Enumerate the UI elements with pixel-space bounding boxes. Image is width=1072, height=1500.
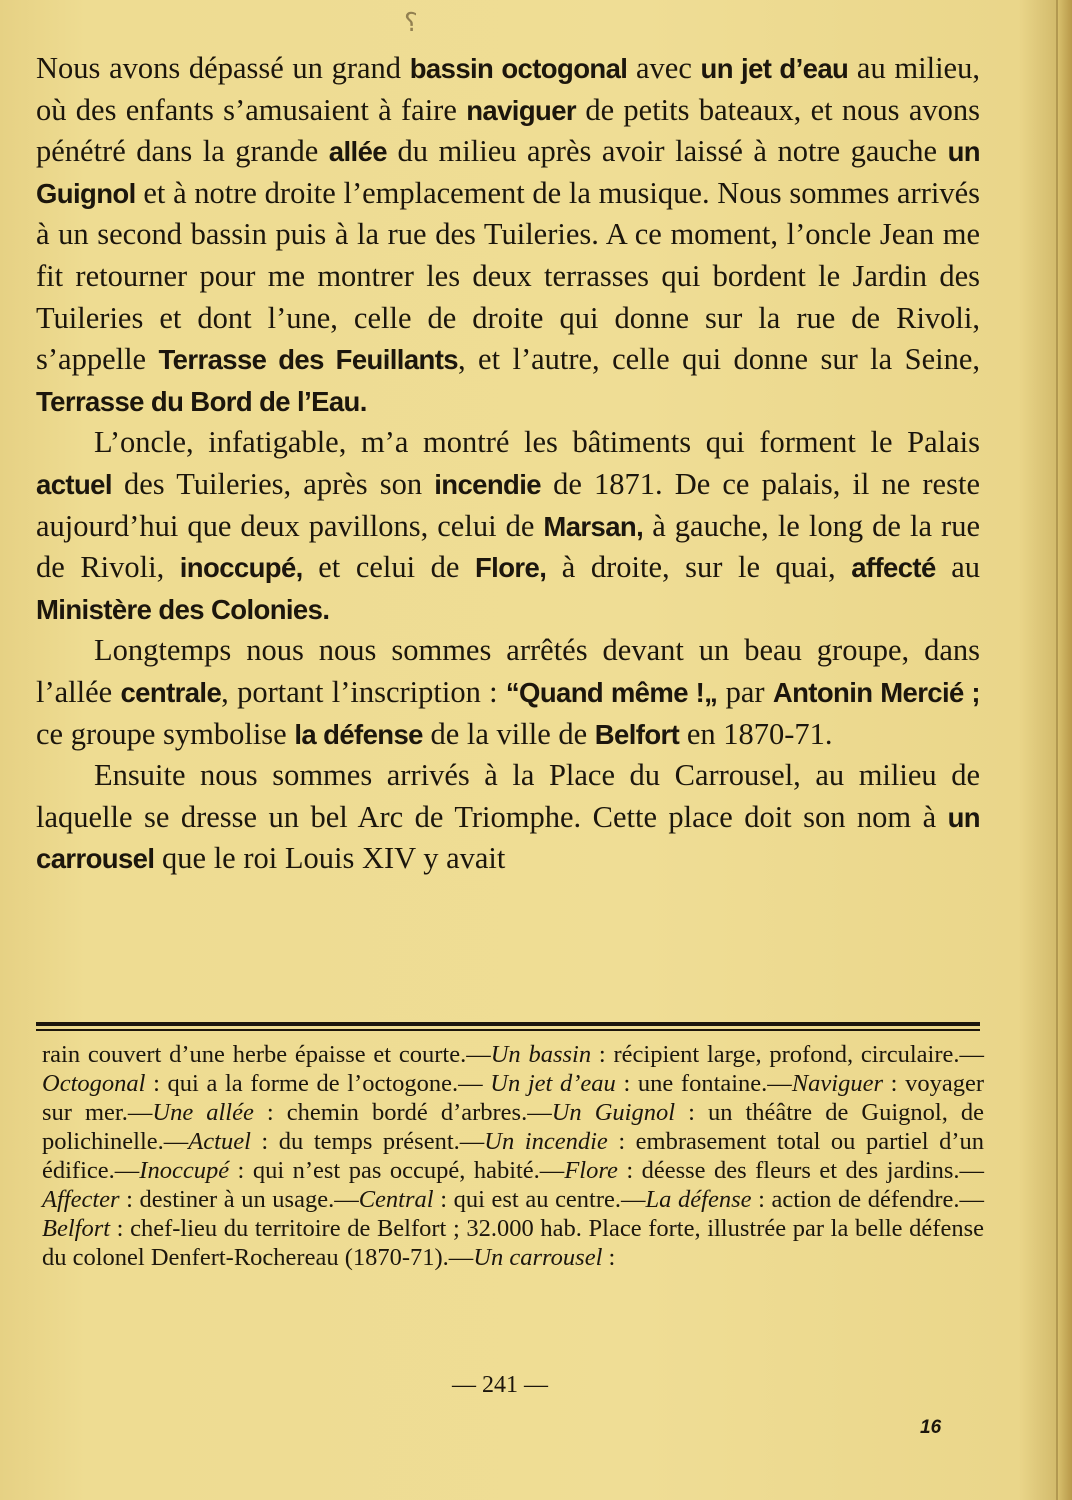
main-text bbox=[36, 48, 980, 880]
bold-term: Antonin Mercié ; bbox=[772, 676, 980, 708]
definition-text: rain couvert d’une herbe épaisse et courte.— bbox=[42, 1041, 491, 1068]
signature-number: 16 bbox=[920, 1417, 942, 1438]
glossary-term: Une allée bbox=[152, 1099, 254, 1126]
definition-text: : un théâtre de Guignol, de polichinelle.— bbox=[42, 1099, 985, 1155]
text-run: Nous avons dépassé un grand bbox=[36, 51, 410, 85]
bold-term: incendie bbox=[434, 468, 541, 500]
footnote-rule-thick bbox=[36, 1022, 980, 1026]
text-run: de la ville de bbox=[422, 716, 595, 751]
bold-term: Belfort bbox=[594, 718, 680, 750]
text-run: en 1870-71. bbox=[679, 716, 833, 751]
definition-text: : voyager sur mer.— bbox=[42, 1070, 985, 1126]
text-run: ce groupe symbolise bbox=[36, 716, 295, 751]
glossary-term: Flore bbox=[564, 1157, 618, 1184]
bold-term: allée bbox=[328, 136, 387, 168]
text-run: à gauche, le long de la rue de Rivoli, bbox=[36, 508, 980, 585]
bold-term: affecté bbox=[851, 552, 936, 584]
text-run: à droite, sur le quai, bbox=[546, 550, 852, 585]
text-run: de petits bateaux, et nous avons pénétré dans la grande bbox=[36, 92, 980, 169]
footnote-rule-thin bbox=[36, 1029, 980, 1031]
bold-term: un Guignol bbox=[36, 136, 980, 209]
paragraph bbox=[36, 755, 980, 880]
paragraph bbox=[36, 422, 980, 630]
bold-term: “Quand même !„ bbox=[505, 676, 718, 708]
glossary-term: Un Guignol bbox=[551, 1099, 676, 1126]
glossary-term: Inoccupé bbox=[139, 1157, 230, 1184]
definition-text: : chemin bordé d’arbres.— bbox=[253, 1099, 552, 1126]
glossary-term: Central bbox=[358, 1186, 434, 1213]
bold-term: Flore, bbox=[474, 552, 547, 584]
bold-term: un jet d’eau bbox=[700, 53, 849, 84]
text-run: et celui de bbox=[302, 550, 475, 585]
glossary-term: Belfort bbox=[42, 1215, 111, 1242]
glossary-term: Un incendie bbox=[484, 1128, 608, 1155]
bold-term: bassin octogonal bbox=[409, 53, 628, 84]
paragraph bbox=[36, 48, 980, 422]
definition-text: : chef-lieu du territoire de Belfort ; 32.000 hab. Place forte, illustrée par la belle défense du colonel Denfert-Rochereau (1870-71).— bbox=[42, 1215, 984, 1271]
text-run: Ensuite nous sommes arrivés à la Place du Carrousel, au milieu de laquelle se dresse un bel Arc de Triomphe. Cette place doit son nom à bbox=[36, 758, 980, 834]
glossary-term: Un bassin bbox=[490, 1041, 592, 1068]
footnotes bbox=[42, 1040, 984, 1272]
glossary-term: Affecter bbox=[42, 1186, 120, 1213]
definition-text: : destiner à un usage.— bbox=[119, 1186, 359, 1213]
bold-term: Terrasse des Feuillants bbox=[158, 344, 458, 376]
glossary-term: Actuel bbox=[188, 1128, 251, 1155]
definition-text: : une fontaine.— bbox=[615, 1070, 792, 1097]
glossary-term: Un carrousel bbox=[473, 1244, 603, 1271]
text-run: du milieu après avoir laissé à notre gauche bbox=[386, 134, 948, 169]
text-run: par bbox=[717, 674, 773, 709]
text-run: et à notre droite l’emplacement de la musique. Nous sommes arrivés à un second bassin puis à la rue des Tuileries. A ce moment, l’oncle Jean me fit retourner pour me montrer les deux terrasses qui bordent le Jardin des Tuileries et dont l’une, celle de droite qui donne sur la rue de Rivoli, s’appelle bbox=[36, 175, 980, 377]
page-number: — 241 — bbox=[452, 1372, 548, 1398]
text-run: que le roi Louis XIV y avait bbox=[154, 841, 506, 876]
bold-term: Terrasse du Bord de l’Eau. bbox=[36, 385, 367, 417]
definition-text: : du temps présent.— bbox=[250, 1128, 485, 1155]
glossary-term: Naviguer bbox=[791, 1070, 883, 1097]
bold-term: naviguer bbox=[466, 94, 577, 126]
ink-mark: ⸮ bbox=[404, 8, 418, 38]
text-run: avec bbox=[627, 51, 701, 85]
definition-text: : action de défendre.— bbox=[751, 1186, 985, 1213]
definition-text: : récipient large, profond, circulaire.— bbox=[591, 1041, 984, 1068]
paragraph bbox=[36, 630, 980, 755]
text-run: Longtemps nous nous sommes arrêtés devant un beau groupe, dans l’allée bbox=[36, 633, 980, 709]
definition-text: : qui a la forme de l’octogone.— bbox=[145, 1070, 491, 1097]
glossary-term: Octogonal bbox=[42, 1070, 146, 1097]
bold-term: la défense bbox=[294, 718, 423, 750]
glossary-term: Un jet d’eau bbox=[490, 1070, 616, 1097]
page-edge bbox=[1058, 0, 1072, 1500]
bold-term: Ministère des Colonies. bbox=[36, 593, 330, 625]
definition-text: : déesse des fleurs et des jardins.— bbox=[617, 1157, 984, 1184]
text-run: des Tuileries, après son bbox=[111, 466, 435, 501]
bold-term: un carrousel bbox=[36, 801, 980, 875]
glossary-term: La défense bbox=[645, 1186, 752, 1213]
definition-text: : bbox=[602, 1244, 616, 1271]
text-run: , portant l’inscription : bbox=[221, 674, 506, 709]
bold-term: inoccupé, bbox=[179, 552, 303, 584]
text-run: L’oncle, infatigable, m’a montré les bâtiments qui forment le Palais bbox=[94, 425, 980, 460]
bold-term: actuel bbox=[36, 468, 112, 500]
bold-term: centrale bbox=[120, 676, 222, 708]
bold-term: Marsan, bbox=[543, 510, 644, 542]
text-run: de 1871. De ce palais, il ne reste aujourd’hui que deux pavillons, celui de bbox=[36, 466, 980, 543]
definition-text: : qui est au centre.— bbox=[433, 1186, 646, 1213]
text-run: , et l’autre, celle qui donne sur la Seine, bbox=[457, 342, 980, 377]
text-run: au milieu, où des enfants s’amusaient à faire bbox=[36, 51, 980, 127]
text-run: au bbox=[935, 550, 980, 585]
definition-text: : qui n’est pas occupé, habité.— bbox=[229, 1157, 565, 1184]
definition-text: : embrasement total ou partiel d’un édifice.— bbox=[42, 1128, 985, 1184]
